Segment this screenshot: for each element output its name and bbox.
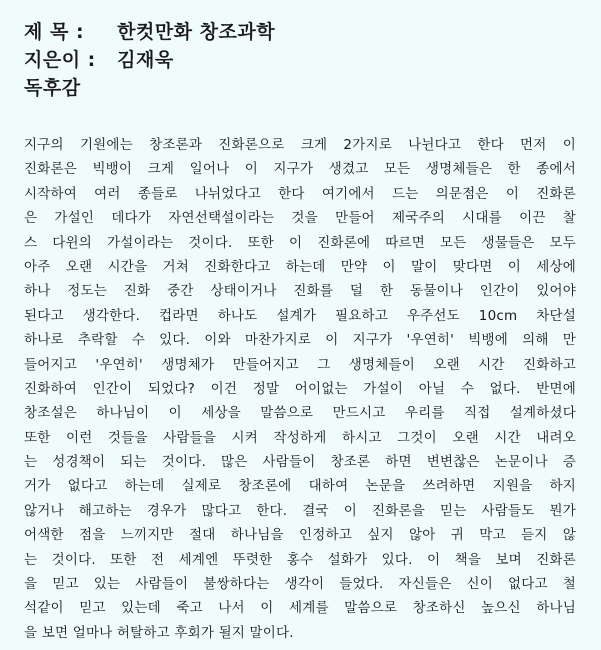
title-label: 제 목 : <box>24 21 85 43</box>
review-line: 또한 이런 것들을 사람들을 시켜 작성하게 하시고 그것이 오랜 시간 내려오 <box>24 429 576 446</box>
review-line: 석같이 믿고 있는데 죽고 나서 이 세계를 말씀으로 창조하신 높으신 하나님 <box>24 600 576 617</box>
review-line: 은 가설인 데다가 자연선택설이라는 것을 만들어 제국주의 시대를 이끈 찰 <box>24 210 576 227</box>
document-header <box>24 18 275 102</box>
review-line: 진화하여 인간이 되었다? 이건 정말 어이없는 가설이 아닐 수 없다. 반면에 <box>24 380 576 397</box>
section-heading: 독후감 <box>24 77 81 99</box>
review-line: 하나 정도는 진화 중간 상태이거나 진화를 덜 한 동물이나 인간이 있어야 <box>24 283 576 300</box>
title-row <box>24 18 275 46</box>
review-line: 아주 오랜 시간을 거쳐 진화한다고 하는데 만약 이 말이 맞다면 이 세상에 <box>24 258 576 275</box>
review-line: 들어지고 '우연히' 생명체가 만들어지고 그 생명체들이 오랜 시간 진화하고 <box>24 356 576 373</box>
review-line: 을 믿고 있는 사람들이 불쌍하다는 생각이 들었다. 자신들은 신이 없다고 철 <box>24 576 576 593</box>
review-line: 않거나 해고하는 경우가 많다고 한다. 결국 이 진화론을 믿는 사람들도 뭔가 <box>24 502 576 519</box>
review-line: 창조설은 하나님이 이 세상을 말씀으로 만드시고 우리를 직접 설계하셨다 <box>24 405 576 422</box>
review-line: 스 다윈의 가설이라는 것이다. 또한 이 진화론에 따르면 모든 생물들은 모두 <box>24 234 576 251</box>
review-line: 진화론은 빅뱅이 크게 일어나 이 지구가 생겼고 모든 생명체들은 한 종에서 <box>24 161 576 178</box>
review-line: 어색한 점을 느끼지만 절대 하나님을 인정하고 싶지 않아 귀 막고 듣지 않 <box>24 527 576 544</box>
author-label: 지은이 : <box>24 49 96 71</box>
book-title: 한컷만화 창조과학 <box>117 21 276 43</box>
review-line: 을 보면 얼마나 허탈하고 후회가 될지 말이다. <box>24 624 294 641</box>
review-line: 는 것이다. 또한 전 세계엔 뚜렷한 홍수 설화가 있다. 이 책을 보며 진화론 <box>24 551 576 568</box>
review-line: 된다고 생각한다. 컵라면 하나도 설계가 필요하고 우주선도 10cm 차단설 <box>24 307 576 324</box>
review-line: 하나로 추락할 수 있다. 이와 마찬가지로 이 지구가 '우연히' 빅뱅에 의해 만 <box>24 332 576 349</box>
review-line: 지구의 기원에는 창조론과 진화론으로 크게 2가지로 나뉜다고 한다 먼저 이 <box>24 137 576 153</box>
author-row <box>24 46 275 74</box>
review-line: 는 성경책이 되는 것이다. 많은 사람들이 창조론 하면 변변찮은 논문이나 증 <box>24 454 576 471</box>
author-name: 김재욱 <box>117 49 174 71</box>
review-line: 거가 없다고 하는데 실제로 창조론에 대하여 논문을 쓰려하면 지원을 하지 <box>24 478 576 495</box>
review-body <box>24 133 576 645</box>
review-line: 시작하여 여러 종들로 나뉘었다고 한다 여기에서 드는 의문점은 이 진화론 <box>24 185 576 202</box>
